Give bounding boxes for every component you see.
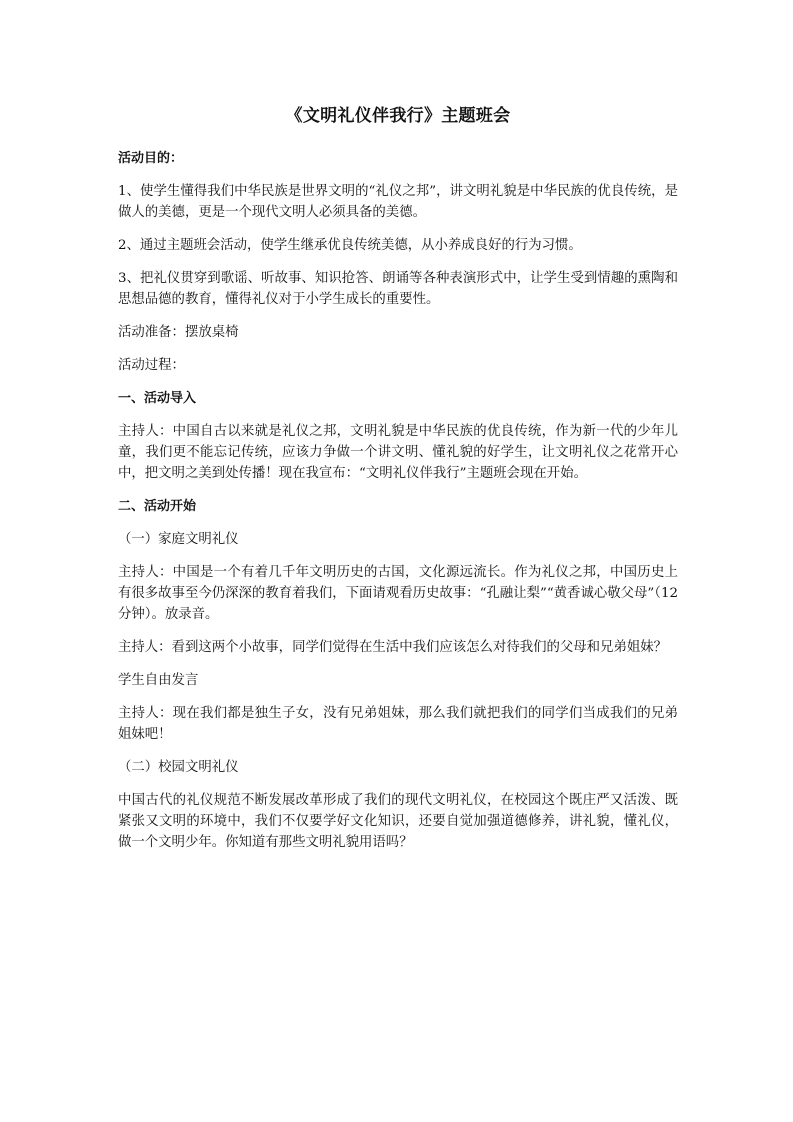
document-body: [118, 104, 678, 865]
section2-heading: 二、活动开始: [118, 499, 197, 514]
purpose-item-3: 3、把礼仪贯穿到歌谣、听故事、知识抢答、朗诵等各种表演形式中，让学生受到情趣的熏陶和思想品德的教育，懂得礼仪对于小学生成长的重要性。: [118, 271, 678, 307]
family-etiquette-heading: （一）家庭文明礼仪: [118, 532, 239, 547]
section1-heading: 一、活动导入: [118, 391, 197, 406]
campus-etiquette-heading: （二）校园文明礼仪: [118, 760, 239, 775]
campus-paragraph-1: 中国古代的礼仪规范不断发展改革形成了我们的现代文明礼仪，在校园这个既庄严又活泼、既紧张又文明的环境中，我们不仅要学好文化知识，还要自觉加强道德修养，讲礼貌，懂礼仪，做一个文明少年。你知道有那些文明礼貌用语吗？: [118, 793, 678, 850]
preparation-line: 活动准备：摆放桌椅: [118, 325, 239, 340]
section1-text: 主持人：中国自古以来就是礼仪之邦，文明礼貌是中华民族的优良传统，作为新一代的少年儿童，我们更不能忘记传统，应该力争做一个讲文明、懂礼貌的好学生，让文明礼仪之花常开心中，把文明之美到处传播！现在我宣布：“文明礼仪伴我行”主题班会现在开始。: [118, 424, 678, 481]
document-title: 《文明礼仪伴我行》主题班会: [285, 106, 511, 126]
process-line: 活动过程：: [118, 358, 185, 373]
family-paragraph-3: 学生自由发言: [118, 673, 199, 688]
family-paragraph-1: 主持人：中国是一个有着几千年文明历史的古国，文化源远流长。作为礼仪之邦，中国历史上有很多故事至今仍深深的教育着我们，下面请观看历史故事：“孔融让梨”“黄香诚心敬父母”（12 分钟）。放录音。: [118, 565, 678, 622]
family-paragraph-2: 主持人：看到这两个小故事，同学们觉得在生活中我们应该怎么对待我们的父母和兄弟姐妹？: [118, 640, 668, 655]
purpose-heading: 活动目的：: [118, 151, 184, 166]
family-paragraph-4: 主持人：现在我们都是独生子女，没有兄弟姐妹，那么我们就把我们的同学们当成我们的兄弟姐妹吧！: [118, 706, 678, 742]
purpose-item-1: 1、使学生懂得我们中华民族是世界文明的“礼仪之邦”，讲文明礼貌是中华民族的优良传统，是做人的美德，更是一个现代文明人必须具备的美德。: [118, 184, 678, 220]
purpose-item-2: 2、通过主题班会活动，使学生继承优良传统美德，从小养成良好的行为习惯。: [118, 238, 582, 253]
